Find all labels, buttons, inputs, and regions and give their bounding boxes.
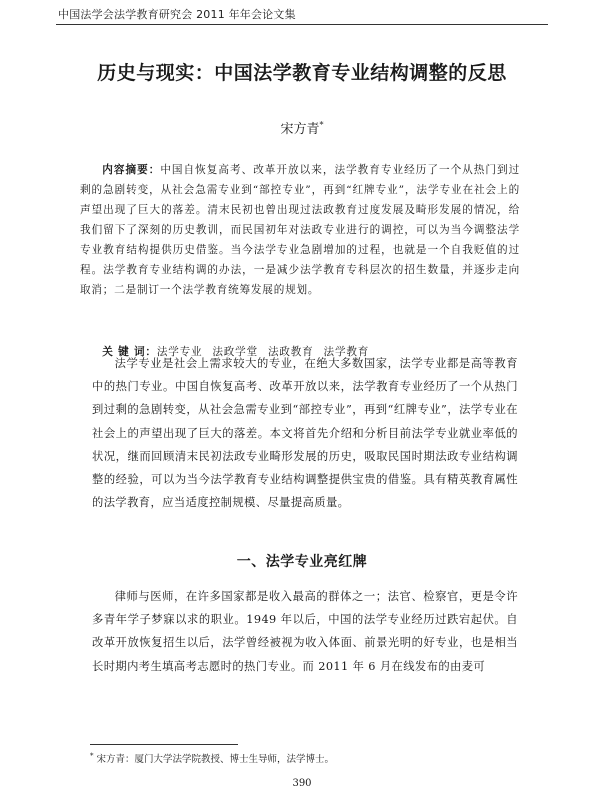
section-paragraph: 律师与医师，在许多国家都是收入最高的群体之一；法官、检察官，更是令许多青年学子梦寐以求的职业。1949 年以后，中国的法学专业经历过跌宕起伏。自改革开放恢复招生以后，法学曾经被视为收入体面、前景光明的好专业，也是相当长时期内考生填高考志愿时的热门专业。而 2011 年 6 月在线发布的由麦可	[92, 590, 518, 673]
keyword: 法学教育	[323, 346, 370, 358]
header-rule	[56, 24, 548, 25]
author-footnote-mark: *	[319, 120, 324, 130]
section-heading: 一、法学专业亮红牌	[236, 554, 368, 570]
keywords-label: 关 键 词：	[102, 346, 157, 358]
footnote-rule	[90, 744, 238, 745]
abstract-label: 内容摘要：	[102, 164, 161, 176]
footnote-text: 宋方青：厦门大学法学院教授、博士生导师，法学博士。	[96, 754, 335, 765]
article-title: 历史与现实：中国法学教育专业结构调整的反思	[97, 62, 507, 84]
author-line	[56, 118, 548, 137]
keyword: 法学专业	[156, 346, 203, 358]
intro-paragraph: 法学专业是社会上需求较大的专业，在绝大多数国家，法学专业都是高等教育中的热门专业。中国自恢复高考、改革开放以来，法学教育专业经历了一个从热门到过剩的急剧转变，从社会急需专业到“部控专业”，再到“红牌专业”，法学专业在社会上的声望出现了巨大的落差。本文将首先介绍和分析目前法学专业就业率低的状况，继而回顾清末民初法政专业畸形发展的历史，吸取民国时期法政专业结构调整的经验，可以为当今法学教育专业结构调整提供宝贵的借鉴。具有精英教育属性的法学教育，应当适度控制规模、尽量提高质量。	[92, 357, 518, 510]
abstract	[80, 160, 520, 300]
keyword: 法政学堂	[212, 346, 258, 358]
footnote	[90, 751, 520, 765]
page-number: 390	[292, 778, 312, 789]
author-name: 宋方青	[280, 122, 320, 137]
footnote-mark: *	[90, 751, 94, 760]
abstract-text: 中国自恢复高考、改革开放以来，法学教育专业经历了一个从热门到过剩的急剧转变，从社会急需专业到“部控专业”，再到“红牌专业”，法学专业在社会上的声望出现了巨大的落差。清末民初也曾出现过法政教育过度发展及畸形发展的情况，给我们留下了深刻的历史教训，而民国初年对法政专业进行的调控，可以为当今调整法学专业教育结构提供历史借鉴。当今法学专业急剧增加的过程，也就是一个自我贬值的过程。法学教育专业结构调的办法，一是减少法学教育专科层次的招生数量，并逐步走向取消；二是制订一个法学教育统筹发展的规划。	[80, 164, 521, 296]
keyword: 法政教育	[267, 346, 314, 358]
running-header: 中国法学会法学教育研究会 2011 年年会论文集	[58, 8, 296, 21]
